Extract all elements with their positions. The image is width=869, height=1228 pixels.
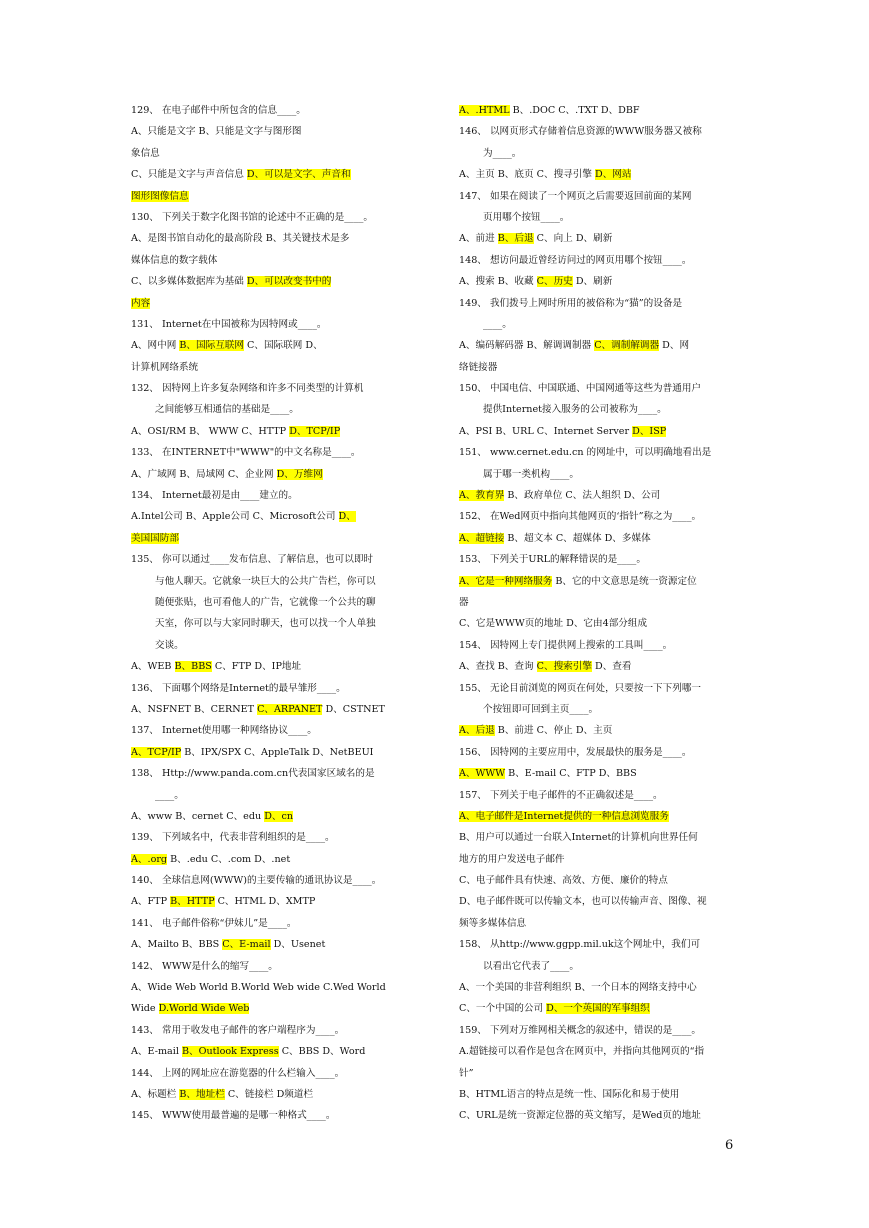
text-segment: A、NSFNET B、CERNET: [131, 703, 258, 715]
text-segment: 147、 如果在阅读了一个网页之后需要返回前面的某网: [459, 190, 692, 202]
text-segment: 136、 下面哪个网络是Internet的最早雏形____。: [131, 682, 346, 694]
highlighted-answer: B、国际互联网: [179, 340, 244, 352]
text-segment: 137、 Internet使用哪一种网络协议____。: [131, 725, 317, 737]
text-segment: Wide: [131, 1003, 159, 1015]
text-segment: A、PSI B、URL C、Internet Server: [459, 425, 633, 437]
text-line: [459, 399, 741, 420]
text-line: [131, 956, 413, 977]
text-segment: 象信息: [131, 147, 160, 159]
text-segment: 随便张贴，也可看他人的广告，它就像一个公共的聊: [155, 596, 376, 608]
highlighted-answer: A、后退: [459, 725, 495, 737]
text-line: [131, 442, 413, 463]
text-line: [131, 827, 413, 848]
text-line: [131, 785, 413, 806]
text-segment: 计算机网络系统: [131, 361, 199, 373]
text-line: [459, 785, 741, 806]
text-segment: B、E-mail C、FTP D、BBS: [505, 768, 637, 780]
text-segment: 153、 下列关于URL的解释错误的是____。: [459, 554, 646, 566]
text-line: [459, 335, 741, 356]
text-line: [131, 913, 413, 934]
text-segment: D、刷新: [572, 276, 613, 288]
text-line: [459, 956, 741, 977]
text-segment: ____。: [155, 789, 184, 801]
text-line: [131, 335, 413, 356]
left-column: [131, 100, 413, 1127]
highlighted-answer: A、WWW: [459, 768, 506, 780]
highlighted-answer: D、万维网: [276, 468, 323, 480]
text-segment: 138、 Http://www.panda.com.cn代表国家区域名的是: [131, 768, 375, 780]
text-segment: 149、 我们拨号上网时所用的被俗称为“猫”的设备是: [459, 297, 683, 309]
text-line: [131, 399, 413, 420]
highlighted-answer: 内容: [131, 297, 151, 309]
text-line: [131, 378, 413, 399]
highlighted-answer: B、后退: [497, 233, 534, 245]
text-segment: 以看出它代表了____。: [483, 960, 579, 972]
highlighted-answer: B、Outlook Express: [181, 1046, 279, 1058]
text-segment: D、电子邮件既可以传输文本，也可以传输声音、图像、视: [459, 896, 707, 908]
text-line: [459, 121, 741, 142]
text-segment: C、BBS D、Word: [278, 1046, 366, 1058]
text-segment: A、标题栏: [131, 1088, 180, 1100]
text-segment: C、国际联网 D、: [243, 340, 323, 352]
text-line: [131, 613, 413, 634]
text-segment: A、前进: [459, 233, 498, 245]
text-segment: ____。: [483, 318, 512, 330]
text-line: [459, 271, 741, 292]
text-segment: 129、 在电子邮件中所包含的信息____。: [131, 105, 306, 116]
text-line: [459, 699, 741, 720]
text-segment: 143、 常用于收发电子邮件的客户端程序为____。: [131, 1024, 345, 1036]
text-line: [131, 143, 413, 164]
text-line: [459, 143, 741, 164]
text-line: [131, 186, 413, 207]
text-segment: A.超链接可以看作是包含在网页中，并指向其他网页的“指: [459, 1046, 705, 1058]
text-line: [131, 357, 413, 378]
text-line: [459, 913, 741, 934]
text-segment: A、www B、cernet C、edu: [131, 810, 265, 822]
text-segment: B、前进 C、停止 D、主页: [494, 725, 613, 737]
highlighted-answer: A、超链接: [459, 532, 505, 544]
text-line: [131, 207, 413, 228]
highlighted-answer: D、可以改变书中的: [246, 276, 332, 288]
text-segment: 139、 下列域名中，代表非营利组织的是____。: [131, 832, 335, 844]
text-segment: 152、 在Wed网页中指向其他网页的‘指针”称之为____。: [459, 511, 702, 523]
text-line: [131, 485, 413, 506]
text-line: [459, 357, 741, 378]
text-segment: 133、 在INTERNET中"WWW"的中文名称是____。: [131, 447, 361, 459]
text-line: [131, 1105, 413, 1126]
text-line: [459, 164, 741, 185]
text-segment: A、编码解码器 B、解调调制器: [459, 340, 595, 352]
text-segment: 142、 WWW是什么的缩写____。: [131, 960, 278, 972]
highlighted-answer: B、HTTP: [170, 896, 215, 908]
text-segment: D、查看: [591, 661, 632, 673]
text-segment: A、只能是文字 B、只能是文字与图形图: [131, 126, 302, 138]
text-line: [459, 314, 741, 335]
highlighted-answer: A、电子邮件是Internet提供的一种信息浏览服务: [459, 810, 669, 822]
text-line: [459, 464, 741, 485]
text-line: [131, 742, 413, 763]
highlighted-answer: C、历史: [536, 276, 573, 288]
text-line: [459, 613, 741, 634]
text-line: [459, 934, 741, 955]
text-segment: 145、 WWW使用最普遍的是哪一种格式____。: [131, 1110, 336, 1122]
text-line: [459, 421, 741, 442]
text-line: [131, 891, 413, 912]
text-line: [131, 763, 413, 784]
text-segment: 134、 Internet最初是由____建立的。: [131, 490, 298, 502]
text-line: [459, 485, 741, 506]
text-line: [459, 998, 741, 1019]
highlighted-answer: B、BBS: [174, 661, 212, 673]
text-segment: 交谈。: [155, 639, 184, 651]
highlighted-answer: D、一个英国的军事组织: [546, 1003, 650, 1015]
text-line: [459, 592, 741, 613]
text-segment: 148、 想访问最近曾经访问过的网页用哪个按钮____。: [459, 254, 692, 266]
highlighted-answer: B、地址栏: [179, 1088, 225, 1100]
text-line: [459, 442, 741, 463]
text-line: [131, 592, 413, 613]
text-segment: 130、 下列关于数字化图书馆的论述中不正确的是____。: [131, 211, 374, 223]
highlighted-answer: D、可以是文字、声音和: [246, 169, 351, 181]
text-segment: A.Intel公司 B、Apple公司 C、Microsoft公司: [131, 511, 339, 523]
text-segment: A、FTP: [131, 896, 171, 908]
text-line: [131, 250, 413, 271]
highlighted-answer: D.World Wide Web: [158, 1003, 250, 1015]
text-segment: 132、 因特网上许多复杂网络和许多不同类型的计算机: [131, 383, 364, 395]
text-line: [459, 378, 741, 399]
text-line: [131, 720, 413, 741]
text-line: [131, 314, 413, 335]
text-line: [459, 720, 741, 741]
text-segment: A、一个美国的非营利组织 B、一个日本的网络支持中心: [459, 982, 697, 994]
highlighted-answer: C、ARPANET: [257, 703, 323, 715]
text-line: [131, 121, 413, 142]
highlighted-answer: D、cn: [264, 810, 294, 822]
text-line: [131, 806, 413, 827]
text-segment: 140、 全球信息网(WWW)的主要传输的通讯协议是____。: [131, 875, 382, 887]
text-segment: 天室，你可以与大家同时聊天，也可以找一个人单独: [155, 618, 376, 630]
text-line: [131, 293, 413, 314]
text-line: [131, 421, 413, 442]
highlighted-answer: A、.HTML: [459, 105, 510, 116]
text-line: [459, 977, 741, 998]
text-segment: A、WEB: [131, 661, 175, 673]
text-segment: 154、 因特网上专门提供网上搜索的工具叫____。: [459, 639, 673, 651]
highlighted-answer: A、它是一种网络服务: [459, 575, 553, 587]
text-segment: 151、 www.cernet.edu.cn 的网址中，可以明确地看出是: [459, 447, 712, 459]
text-segment: 135、 你可以通过____发布信息、了解信息，也可以即时: [131, 554, 374, 566]
highlighted-answer: C、E-mail: [222, 939, 271, 951]
text-line: [459, 678, 741, 699]
text-line: [459, 506, 741, 527]
text-line: [459, 207, 741, 228]
highlighted-answer: A、TCP/IP: [131, 746, 182, 758]
text-line: [459, 635, 741, 656]
highlighted-answer: 图形图像信息: [131, 190, 189, 202]
text-line: [459, 1041, 741, 1062]
text-line: [131, 656, 413, 677]
text-line: [131, 678, 413, 699]
text-line: [459, 763, 741, 784]
text-segment: 141、 电子邮件俗称“伊妹儿”是____。: [131, 917, 297, 929]
text-segment: B、IPX/SPX C、AppleTalk D、NetBEUI: [181, 746, 374, 758]
text-segment: C、以多媒体数据库为基础: [131, 276, 247, 288]
text-line: [459, 849, 741, 870]
text-line: [459, 1020, 741, 1041]
text-line: [131, 228, 413, 249]
text-segment: A、是图书馆自动化的最高阶段 B、其关键技术是多: [131, 233, 350, 245]
text-line: [459, 293, 741, 314]
text-segment: B、.edu C、.com D、.net: [167, 853, 291, 865]
text-line: [459, 528, 741, 549]
text-line: [459, 891, 741, 912]
text-segment: 页用哪个按钮____。: [483, 211, 570, 223]
text-line: [459, 1084, 741, 1105]
text-line: [131, 977, 413, 998]
highlighted-answer: 美国国防部: [131, 532, 179, 544]
highlighted-answer: D、TCP/IP: [289, 425, 341, 437]
text-segment: B、.DOC C、.TXT D、DBF: [509, 105, 640, 116]
page-number: 6: [725, 1138, 734, 1153]
highlighted-answer: D、网站: [595, 169, 632, 181]
text-line: [131, 271, 413, 292]
text-segment: 络链接器: [459, 361, 498, 373]
text-line: [131, 1084, 413, 1105]
text-segment: 为____。: [483, 147, 522, 159]
text-line: [459, 870, 741, 891]
text-line: [131, 549, 413, 570]
text-segment: 155、 无论目前浏览的网页在何处，只要按一下下列哪一: [459, 682, 702, 694]
text-segment: A、OSI/RM B、 WWW C、HTTP: [131, 425, 290, 437]
text-segment: A、搜索 B、收藏: [459, 276, 537, 288]
text-segment: B、政府单位 C、法人组织 D、公司: [504, 490, 661, 502]
text-segment: D、网: [659, 340, 690, 352]
text-line: [131, 870, 413, 891]
text-segment: 150、 中国电信、中国联通、中国网通等这些为普通用户: [459, 383, 702, 395]
text-line: [131, 1020, 413, 1041]
text-line: [459, 228, 741, 249]
text-line: [459, 742, 741, 763]
text-segment: 属于哪一类机构____。: [483, 468, 579, 480]
text-segment: 媒体信息的数字载体: [131, 254, 218, 266]
text-segment: 144、 上网的网址应在游览器的什么栏输入____。: [131, 1067, 345, 1079]
text-segment: A、网中网: [131, 340, 180, 352]
text-segment: 地方的用户发送电子邮件: [459, 853, 565, 865]
text-line: [131, 506, 413, 527]
text-line: [131, 1063, 413, 1084]
text-line: [131, 699, 413, 720]
text-line: [459, 571, 741, 592]
text-line: [459, 806, 741, 827]
text-line: [459, 827, 741, 848]
text-line: [131, 998, 413, 1019]
text-segment: 159、 下列对万维网相关概念的叙述中，错误的是____。: [459, 1024, 702, 1036]
text-line: [459, 656, 741, 677]
text-segment: B、用户可以通过一台联入Internet的计算机向世界任何: [459, 832, 698, 844]
highlighted-answer: C、调制解调器: [594, 340, 660, 352]
highlighted-answer: C、搜索引擎: [536, 661, 592, 673]
right-column: [459, 100, 741, 1127]
text-line: [459, 549, 741, 570]
highlighted-answer: D、ISP: [632, 425, 667, 437]
text-segment: B、超文本 C、超媒体 D、多媒体: [504, 532, 651, 544]
text-segment: C、它是WWW页的地址 D、它由4部分组成: [459, 618, 648, 630]
text-line: [131, 164, 413, 185]
text-segment: D、CSTNET: [322, 703, 385, 715]
text-segment: 与他人聊天。它就象一块巨大的公共广告栏，你可以: [155, 575, 376, 587]
text-segment: C、URL是统一资源定位器的英文缩写，是Wed页的地址: [459, 1110, 701, 1122]
text-line: [131, 571, 413, 592]
text-segment: A、E-mail: [131, 1046, 182, 1058]
text-segment: 器: [459, 596, 469, 608]
text-segment: D、Usenet: [270, 939, 326, 951]
text-segment: C、向上 D、刷新: [533, 233, 613, 245]
text-line: [459, 1105, 741, 1126]
text-segment: C、FTP D、IP地址: [211, 661, 302, 673]
text-segment: A、查找 B、查询: [459, 661, 537, 673]
text-line: [131, 464, 413, 485]
text-line: [459, 100, 741, 121]
text-segment: 之间能够互相通信的基础是____。: [155, 404, 299, 416]
text-segment: B、HTML语言的特点是统一性、国际化和易于使用: [459, 1088, 680, 1100]
text-segment: A、主页 B、底页 C、搜寻引擎: [459, 169, 595, 181]
text-line: [131, 934, 413, 955]
text-line: [131, 528, 413, 549]
text-segment: C、只能是文字与声音信息: [131, 169, 247, 181]
text-segment: C、HTML D、XMTP: [214, 896, 316, 908]
text-segment: 146、 以网页形式存储着信息资源的WWW服务器又被称: [459, 126, 702, 138]
text-segment: C、一个中国的公司: [459, 1003, 547, 1015]
text-segment: 频等多媒体信息: [459, 917, 527, 929]
text-line: [459, 186, 741, 207]
text-segment: 157、 下列关于电子邮件的不正确叙述是____。: [459, 789, 663, 801]
text-segment: 针”: [459, 1067, 474, 1079]
text-line: [131, 849, 413, 870]
text-line: [459, 1063, 741, 1084]
text-line: [459, 250, 741, 271]
text-segment: B、它的中文意思是统一资源定位: [552, 575, 697, 587]
text-segment: A、Mailto B、BBS: [131, 939, 223, 951]
text-segment: C、链接栏 D频道栏: [224, 1088, 314, 1100]
text-segment: 提供Internet接入服务的公司被称为____。: [483, 404, 667, 416]
text-line: [131, 635, 413, 656]
highlighted-answer: A、教育界: [459, 490, 505, 502]
text-segment: 158、 从http://www.ggpp.mil.uk这个网址中，我们可: [459, 939, 701, 951]
text-line: [131, 100, 413, 121]
text-segment: 个按钮即可回到主页____。: [483, 703, 599, 715]
text-segment: A、广域网 B、局域网 C、企业网: [131, 468, 277, 480]
highlighted-answer: D、: [338, 511, 356, 523]
text-segment: 131、 Internet在中国被称为因特网或____。: [131, 318, 327, 330]
text-segment: 156、 因特网的主要应用中，发展最快的服务是____。: [459, 746, 692, 758]
highlighted-answer: A、.org: [131, 853, 168, 865]
text-segment: A、Wide Web World B.World Web wide C.Wed World: [131, 982, 386, 994]
text-segment: C、电子邮件具有快速、高效、方便、廉价的特点: [459, 875, 668, 887]
text-line: [131, 1041, 413, 1062]
